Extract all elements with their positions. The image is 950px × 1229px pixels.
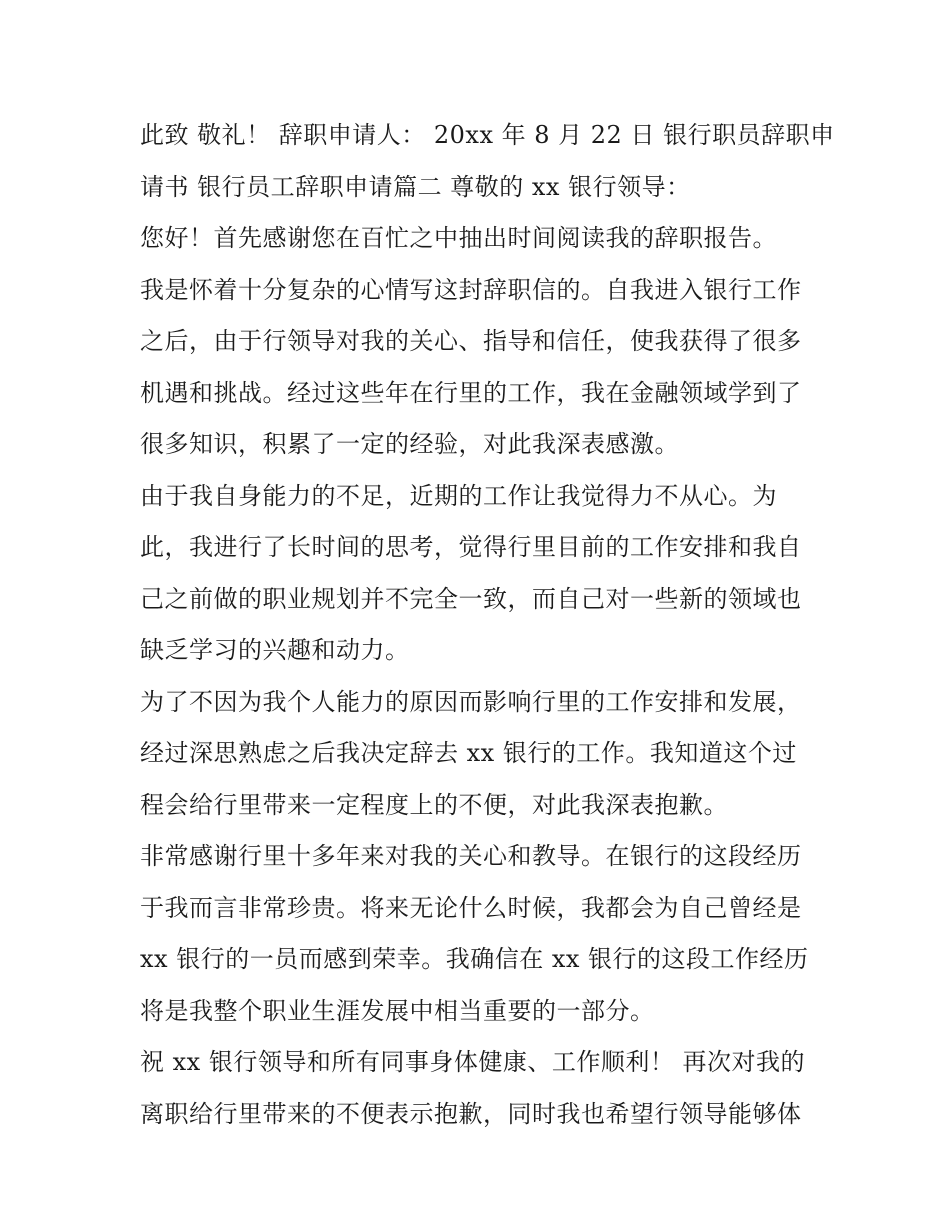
document-body bbox=[140, 110, 835, 1140]
body-line: 很多知识，积累了一定的经验，对此我深表感激。 bbox=[140, 430, 679, 458]
body-line: 非常感谢行里十多年来对我的关心和教导。在银行的这段经历 bbox=[140, 842, 802, 870]
body-line: 程会给行里带来一定程度上的不便，对此我深表抱歉。 bbox=[140, 790, 728, 819]
body-line: 您好！首先感谢您在百忙之中抽出时间阅读我的辞职报告。 bbox=[140, 224, 777, 252]
body-line: 缺乏学习的兴趣和动力。 bbox=[140, 636, 410, 664]
body-line: 于我而言非常珍贵。将来无论什么时候，我都会为自己曾经是 bbox=[140, 893, 802, 922]
body-line: 祝 xx 银行领导和所有同事身体健康、工作顺利！ 再次对我的 bbox=[140, 1048, 805, 1076]
body-line: 机遇和挑战。经过这些年在行里的工作，我在金融领域学到了 bbox=[140, 378, 802, 407]
body-line: 己之前做的职业规划并不完全一致，而自己对一些新的领域也 bbox=[140, 584, 802, 613]
body-line: 离职给行里带来的不便表示抱歉，同时我也希望行领导能够体 bbox=[140, 1099, 802, 1128]
body-line: xx 银行的一员而感到荣幸。我确信在 xx 银行的这段工作经历 bbox=[140, 945, 809, 973]
body-line: 将是我整个职业生涯发展中相当重要的一部分。 bbox=[140, 996, 655, 1025]
body-line: 此，我进行了长时间的思考，觉得行里目前的工作安排和我自 bbox=[140, 533, 802, 561]
body-line: 我是怀着十分复杂的心情写这封辞职信的。自我进入银行工作 bbox=[140, 275, 802, 304]
body-line: 请书 银行员工辞职申请篇二 尊敬的 xx 银行领导： bbox=[140, 172, 691, 201]
body-line: 之后，由于行领导对我的关心、指导和信任，使我获得了很多 bbox=[140, 327, 802, 355]
body-line: 此致 敬礼！ 辞职申请人： 20xx 年 8 月 22 日 银行职员辞职申 bbox=[140, 121, 835, 149]
body-line: 为了不因为我个人能力的原因而影响行里的工作安排和发展， bbox=[140, 687, 802, 716]
body-line: 经过深思熟虑之后我决定辞去 xx 银行的工作。我知道这个过 bbox=[140, 739, 797, 767]
body-line: 由于我自身能力的不足，近期的工作让我觉得力不从心。为 bbox=[140, 481, 777, 510]
